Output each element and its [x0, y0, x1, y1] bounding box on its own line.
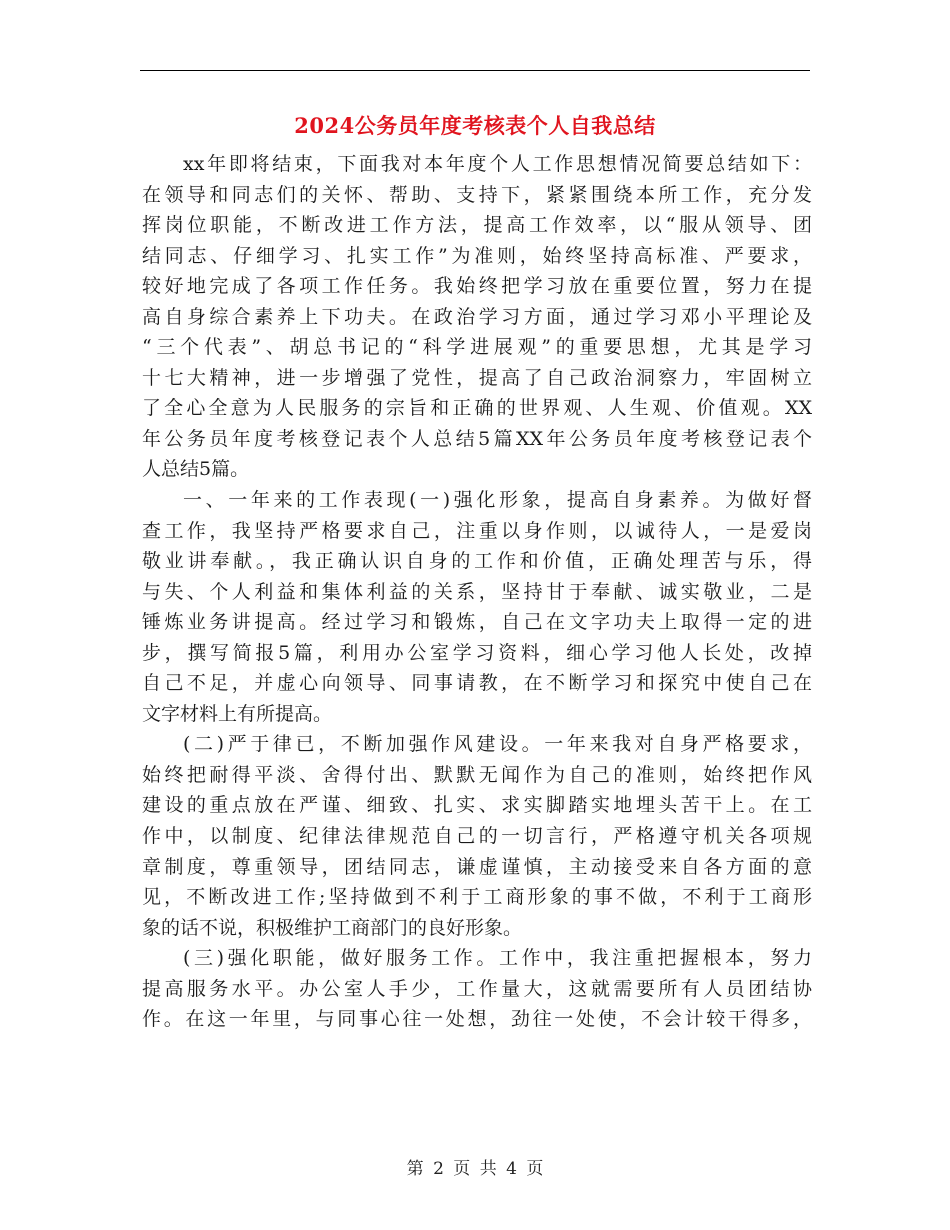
text-line: (三)强化职能，做好服务工作。工作中，我注重把握根本，努力	[183, 947, 812, 970]
text-line: 在领导和同志们的关怀、帮助、支持下，紧紧围绕本所工作，充分发	[142, 183, 812, 206]
text-line: 始终把耐得平淡、舍得付出、默默无闻作为自己的准则，始终把作风	[142, 763, 812, 786]
text-line: 人总结5篇。	[142, 458, 250, 481]
text-line: “三个代表”、胡总书记的“科学进展观”的重要思想，尤其是学习	[142, 336, 812, 359]
text-line: 章制度，尊重领导，团结同志，谦虚谨慎，主动接受来自各方面的意	[142, 855, 812, 878]
text-line: 文字材料上有所提高。	[142, 702, 333, 725]
text-line: 象的话不说，积极维护工商部门的良好形象。	[142, 916, 523, 939]
text-line: 提高服务水平。办公室人手少，工作量大，这就需要所有人员团结协	[142, 977, 812, 1000]
text-line: 高自身综合素养上下功夫。在政治学习方面，通过学习邓小平理论及	[142, 305, 812, 328]
document-body	[142, 149, 812, 1035]
document-title: 2024公务员年度考核表个人自我总结	[294, 113, 656, 138]
text-line: 锤炼业务讲提高。经过学习和锻炼，自己在文字功夫上取得一定的进	[142, 611, 812, 634]
text-line: 敬业讲奉献。，我正确认识自身的工作和价值，正确处理苦与乐，得	[142, 550, 812, 573]
text-line: 作中，以制度、纪律法律规范自己的一切言行，严格遵守机关各项规	[142, 825, 812, 848]
text-line: 结同志、仔细学习、扎实工作”为准则，始终坚持高标准、严要求，	[142, 244, 812, 267]
text-line: 查工作，我坚持严格要求自己，注重以身作则，以诚待人，一是爱岗	[142, 519, 812, 542]
text-line: 建设的重点放在严谨、细致、扎实、求实脚踏实地埋头苦干上。在工	[142, 794, 812, 817]
text-line: 了全心全意为人民服务的宗旨和正确的世界观、人生观、价值观。XX	[142, 397, 812, 420]
text-line: 较好地完成了各项工作任务。我始终把学习放在重要位置，努力在提	[142, 275, 812, 298]
text-line: 见，不断改进工作;坚持做到不利于工商形象的事不做，不利于工商形	[142, 886, 812, 909]
text-line: 与失、个人利益和集体利益的关系，坚持甘于奉献、诚实敬业，二是	[142, 580, 812, 603]
text-line: 一、一年来的工作表现(一)强化形象，提高自身素养。为做好督	[183, 489, 812, 512]
text-line: (二)严于律已，不断加强作风建设。一年来我对自身严格要求，	[183, 733, 812, 756]
text-line: 年公务员年度考核登记表个人总结5篇XX年公务员年度考核登记表个	[142, 427, 812, 450]
text-line: 十七大精神，进一步增强了党性，提高了自己政治洞察力，牢固树立	[142, 366, 812, 389]
header-rule	[140, 70, 810, 71]
text-line: 作。在这一年里，与同事心往一处想，劲往一处使，不会计较干得多，	[142, 1008, 812, 1031]
page-footer: 第 2 页 共 4 页	[406, 1159, 544, 1179]
text-line: 挥岗位职能，不断改进工作方法，提高工作效率，以“服从领导、团	[142, 214, 812, 237]
text-line: 自己不足，并虚心向领导、同事请教，在不断学习和探究中使自己在	[142, 672, 812, 695]
text-line: 步，撰写简报5篇，利用办公室学习资料，细心学习他人长处，改掉	[142, 641, 812, 664]
text-line: xx年即将结束，下面我对本年度个人工作思想情况简要总结如下：	[183, 153, 812, 175]
